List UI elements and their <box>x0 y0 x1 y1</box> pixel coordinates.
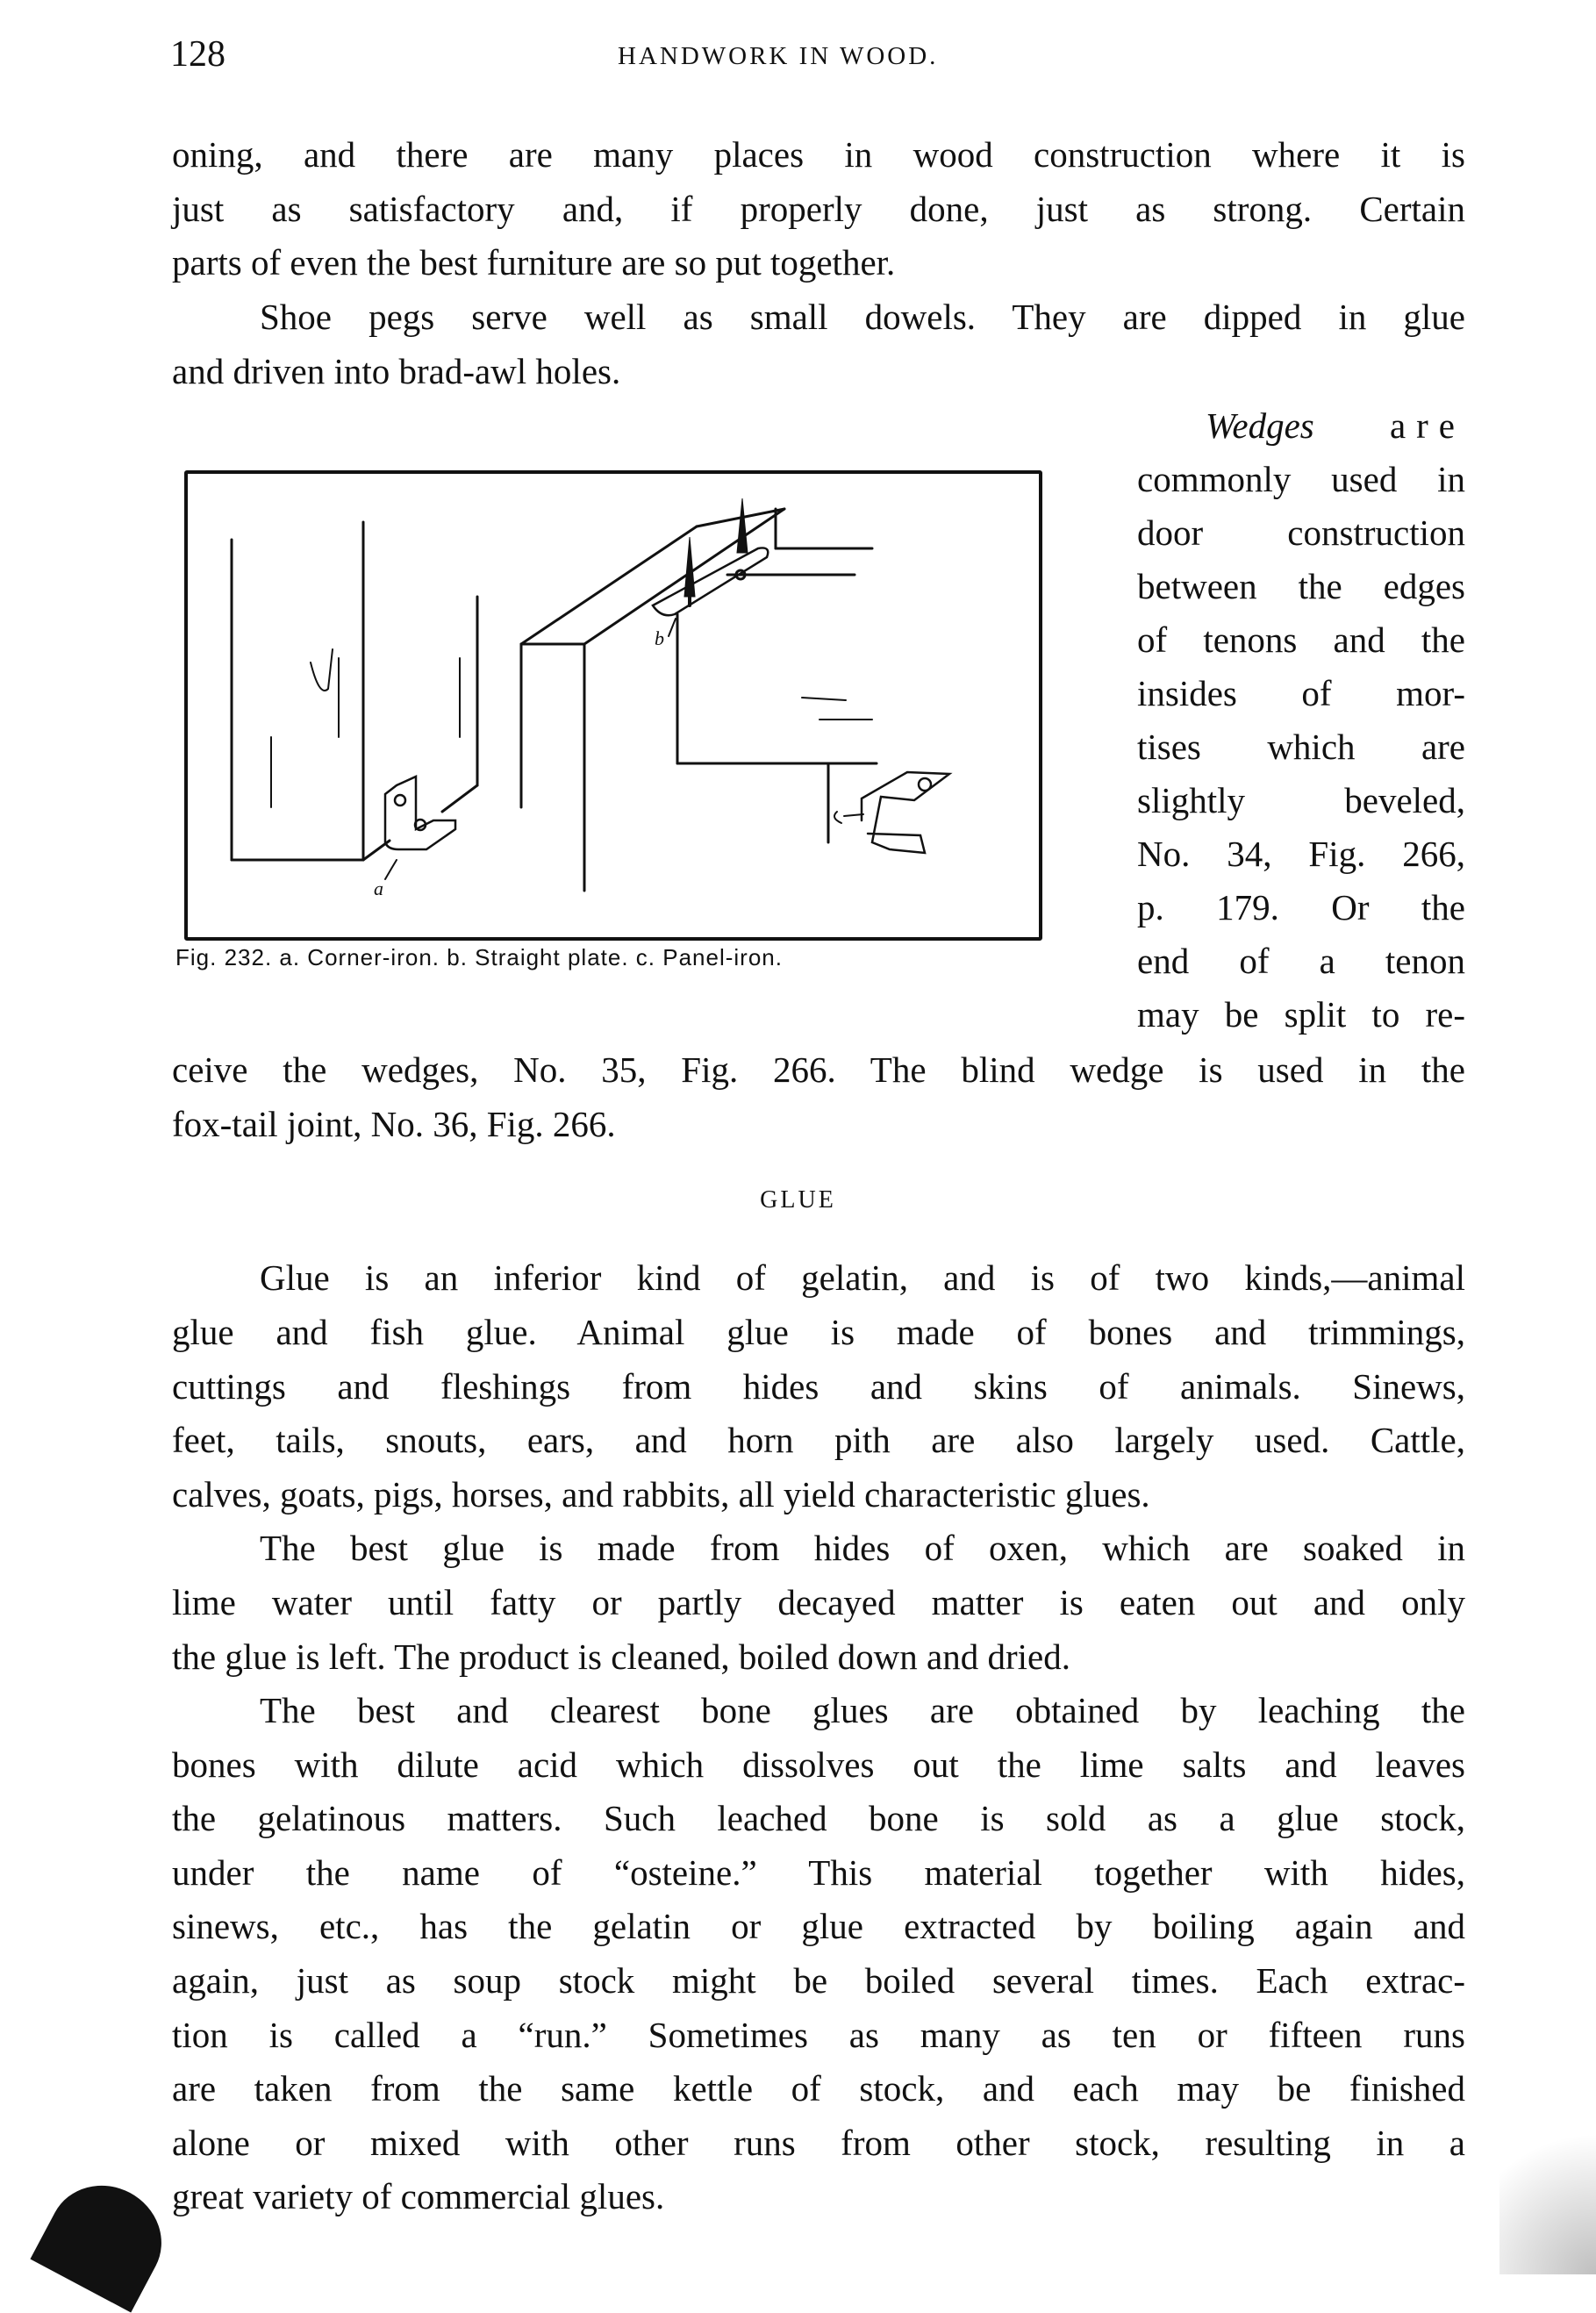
side-line: tises which are <box>1137 727 1465 767</box>
side-line: door construction <box>1137 512 1465 553</box>
text-line: calves, goats, pigs, horses, and rabbits, all yield characteristic glues. <box>172 1474 1150 1515</box>
text-line: fox-tail joint, No. 36, Fig. 266. <box>172 1104 616 1144</box>
panel-iron-c <box>834 772 949 853</box>
text-fragment: are <box>1389 405 1465 446</box>
text-line: the gelatinous matters. Such leached bone is sold as a glue stock, <box>172 1798 1465 1838</box>
text-line: again, just as soup stock might be boiled several times. Each extrac- <box>172 1960 1465 2001</box>
wedges-first-line <box>1137 399 1465 453</box>
text-line: under the name of “osteine.” This material together with hides, <box>172 1852 1465 1893</box>
text-line: oning, and there are many places in wood construction where it is <box>172 134 1465 175</box>
side-line: slightly beveled, <box>1137 780 1465 820</box>
straight-plate-assembly <box>521 498 877 891</box>
left-post-drawing <box>232 522 477 860</box>
text-line: The best and clearest bone glues are obtained by leaching the <box>260 1690 1465 1730</box>
side-line: between the edges <box>1137 566 1465 606</box>
text-line: feet, tails, snouts, ears, and horn pith are also largely used. Cattle, <box>172 1420 1465 1460</box>
text-line: tion is called a “run.” Sometimes as many as ten or fifteen runs <box>172 2015 1465 2055</box>
page-header <box>170 33 1469 86</box>
text-line: glue and fish glue. Animal glue is made of bones and trimmings, <box>172 1312 1465 1352</box>
section-heading: GLUE <box>760 1186 836 1214</box>
text-line: cuttings and fleshings from hides and skins of animals. Sinews, <box>172 1366 1465 1407</box>
page-number: 128 <box>170 34 225 75</box>
wedges-lead-word: Wedges <box>1206 405 1314 446</box>
text-line: parts of even the best furniture are so put together. <box>172 242 896 283</box>
side-line: p. 179. Or the <box>1137 887 1465 927</box>
side-line: of tenons and the <box>1137 619 1465 660</box>
side-line: No. 34, Fig. 266, <box>1137 834 1465 874</box>
text-line: sinews, etc., has the gelatin or glue extracted by boiling again and <box>172 1906 1465 1946</box>
figure-caption: Fig. 232. a. Corner-iron. b. Straight plate. c. Panel-iron. <box>175 944 783 970</box>
side-line: commonly used in <box>1137 459 1465 499</box>
label-a: a <box>374 877 383 899</box>
text-line: Glue is an inferior kind of gelatin, and is of two kinds,—animal <box>260 1257 1465 1298</box>
figure-232 <box>184 470 1042 941</box>
side-line: end of a tenon <box>1137 941 1465 981</box>
text-line: The best glue is made from hides of oxen, which are soaked in <box>260 1528 1465 1568</box>
text-line: just as satisfactory and, if properly done, just as strong. Certain <box>172 189 1465 229</box>
label-b: b <box>655 627 664 649</box>
text-line: and driven into brad-awl holes. <box>172 351 621 391</box>
running-head: HANDWORK IN WOOD. <box>618 42 939 70</box>
text-line: lime water until fatty or partly decayed matter is eaten out and only <box>172 1582 1465 1622</box>
text-line: the glue is left. The product is cleaned, boiled down and dried. <box>172 1636 1070 1677</box>
text-line: Shoe pegs serve well as small dowels. They are dipped in glue <box>260 297 1465 337</box>
scan-thumb-artifact <box>30 2166 180 2313</box>
text-line: ceive the wedges, No. 35, Fig. 266. The blind wedge is used in the <box>172 1049 1465 1090</box>
hardware-illustration <box>188 474 1039 937</box>
corner-iron-a <box>374 777 455 899</box>
text-line: bones with dilute acid which dissolves out the lime salts and leaves <box>172 1744 1465 1785</box>
text-line: alone or mixed with other runs from other stock, resulting in a <box>172 2123 1465 2163</box>
side-line: insides of mor- <box>1137 673 1465 713</box>
text-line: great variety of commercial glues. <box>172 2176 665 2216</box>
text-line: are taken from the same kettle of stock, and each may be finished <box>172 2068 1465 2109</box>
side-line: may be split to re- <box>1137 994 1465 1035</box>
scan-speckle-artifact <box>1499 2099 1596 2274</box>
